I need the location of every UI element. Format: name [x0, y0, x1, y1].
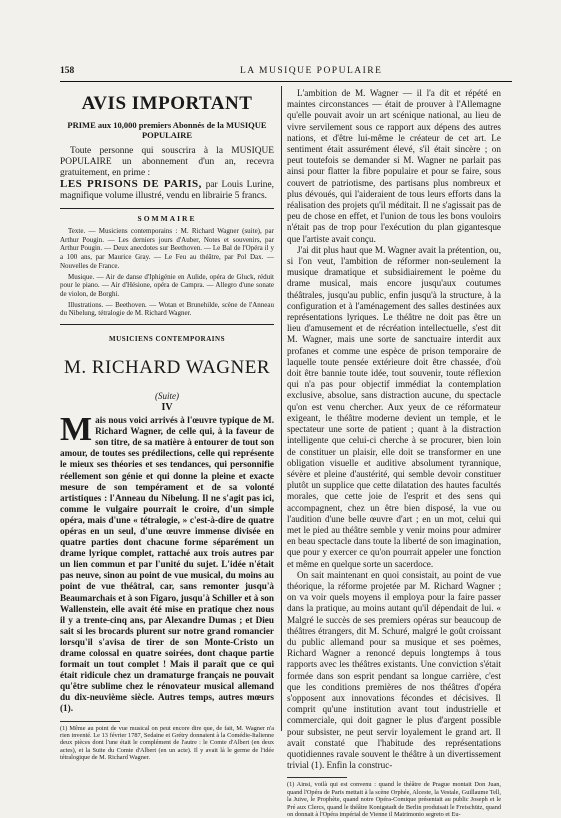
- footnote-rule: [287, 777, 347, 778]
- footnote-left: (1) Même au point de vue musical on peut encore dire que, de fait, M. Wagner n'a rien inventé. Le 13 février 1787, Sedaine et Grétry donnaient à la Comédie-Italienne deux pièces dont l'une était le complément de l'autre : le Comte d'Albert (en deux actes), et la Suite du Comte d'Albert (en un acte). Il y avait là le germe de l'idée tétralogique de M. Richard Wagner.: [60, 724, 274, 762]
- article-title: M. RICHARD WAGNER: [63, 357, 271, 379]
- column-divider: [281, 86, 282, 731]
- ad-text-1: Toute personne qui souscrira à la MUSIQUE POPULAIRE un abonnement d'un an, recevra gratuitement, en prime :: [60, 146, 274, 178]
- paragraph: L'ambition de M. Wagner — il l'a dit et répété en maintes circonstances — était de prouver à l'Allemagne qu'elle pouvait avoir un art scénique national, au lieu de vivre servilement sous ce rapport aux dépens des autres nations, et d'être lui-même le créateur de cet art. Le sentiment était assurément élevé, s'il était sincère ; on peut toutefois se demander si M. Wagner ne parlait pas ainsi pour flatter la fibre populaire et pour se faire, sous couvert de patriotisme, des partisans plus nombreux et plus dévoués, qui l'aideraient de tous leurs efforts dans la réalisation des projets qu'il méditait. Il ne s'agissait pas de peu de chose en effet, et l'union de tous les bons vouloirs n'était pas de trop pour l'exécution du plan gigantesque que l'artiste avait conçu.: [287, 88, 501, 244]
- sommaire-title: SOMMAIRE: [137, 214, 197, 223]
- page-number: 158: [60, 66, 75, 76]
- footnote-rule: [60, 721, 120, 722]
- sommaire-illustrations: Illustrations. — Beethoven. — Wotan et Brunehilde, scène de l'Anneau du Nibelung, tétralogie de M. Richard Wagner.: [60, 300, 274, 318]
- suite-label: (Suite): [155, 391, 179, 402]
- section-label: MUSICIENS CONTEMPORAINS: [109, 335, 225, 344]
- header-rule: [60, 81, 512, 82]
- ad-book-title: LES PRISONS DE PARIS,: [60, 178, 202, 190]
- chapter-number: IV: [161, 402, 173, 414]
- divider: [60, 324, 274, 325]
- paragraph: J'ai dit plus haut que M. Wagner avait la prétention, ou, si l'on veut, l'ambition de réformer non-seulement la musique dramatique et subsidiairement le poème du drame musical, mais encore jusqu'aux coutumes théâtrales, jusqu'au public, enfin jusqu'à la structure, à la configuration et à l'aménagement des salles destinées aux représentations lyriques. Le théâtre ne doit pas être un lieu d'amusement et de récréation intellectuelle, s'est dit M. Wagner, mais une sorte de sanctuaire interdit aux profanes et comme une espèce de prison temporaire de laquelle toute pensée extérieure doit être chassée, d'où doit être bannie toute idée, tout souvenir, toute réflexion qui n'a pas pour objectif immédiat la contemplation exclusive, absolue, sans distraction aucune, du spectacle qu'on est venu chercher. Aux yeux de ce réformateur exigeant, le théâtre moderne devient un temple, et le spectateur une sorte de patient ; quant à la distraction intelligente que celui-ci cherche à se procurer, bien loin de constituer un plaisir, elle doit se transformer en une obligation visuelle et auditive absolument tyrannique, sévère et pleine d'austérité, qui semble devoir constituer plutôt un supplice que cette dilatation des hautes facultés morales, que cette joie de l'esprit et des sens qui accompagnent, chez un être bien disposé, la vue ou l'audition d'une belle œuvre d'art ; en un mot, celui qui met le pied au théâtre semble y venir moins pour admirer en beau spectacle dans toute la liberté de son imagination, que pour y exercer ce qu'on pourrait appeler une fonction et même en quelque sorte un sacerdoce.: [287, 244, 501, 569]
- avis-title: AVIS IMPORTANT: [81, 93, 253, 114]
- footnote-right: (1) Ainsi, voilà qui est convenu : quand le théâtre de Prague montait Don Juan, quand l'Opéra de Paris mettait à la scène Orphée, Alceste, la Vestale, Guillaume Tell, la Juive, le Prophète, quand notre Opéra-Comique présentait au public Joseph et le Pré aux Clercs, quand le théâtre Konigstadt de Berlin produisait le Freischütz, quand on donnait à l'Opéra impérial de Vienne il Matrimonio segreto et Eu-: [287, 781, 501, 818]
- article-paragraph: ais nous voici arrivés à l'œuvre typique de M. Richard Wagner, de celle qui, à la faveur de son titre, de sa matière à entourer de tout son amour, de toutes ses prédilections, celle qui représente le mieux ses théories et ses tendances, qui personnifie réellement son génie et qui donne la pleine et exacte mesure de son tempérament et de sa volonté artistiques : l'Anneau du Nibelung. Il ne s'agit pas ici, comme le vulgaire pourrait le croire, d'un simple opéra, mais d'une « tétralogie, » c'est-à-dire de quatre opéras en un seul, d'une œuvre immense divisée en quatre parties dont chacune forme séparément un drame lyrique complet, rattaché aux trois autres par un lien commun et par l'unité du sujet. L'idée n'était pas neuve, sinon au point de vue musical, du moins au point de vue théâtral, car, sans remonter jusqu'à Beaumarchais et à son Figaro, jusqu'à Schiller et à son Wallenstein, elle avait été mise en pratique chez nous il y a trente-cinq ans, par Alexandre Dumas ; et Dieu sait si les brocards plurent sur notre grand romancier lorsqu'il s'avisa de tirer de son Monte-Cristo un drame colossal en quatre soirées, dont chaque partie formait un tout complet ! Mais il paraît que ce qui était ridicule chez un dramaturge français ne pouvait qu'être sublime chez le rénovateur musical allemand du dix-neuvième siècle. Autres temps, autres mœurs (1).: [60, 415, 274, 714]
- drop-cap: M: [60, 411, 93, 449]
- right-body: [287, 88, 501, 771]
- running-title: LA MUSIQUE POPULAIRE: [240, 66, 383, 76]
- running-header: [60, 66, 512, 78]
- ad-text-2: par Louis Lurine, magnifique volume illustré, vendu en librairie 5 francs.: [60, 180, 274, 201]
- paragraph: On sait maintenant en quoi consistait, au point de vue théorique, la réforme projetée par M. Richard Wagner ; on va voir quels moyens il employa pour la faire passer dans la pratique, au moins autant qu'il dépendait de lui. « Malgré le succès de ses premiers opéras sur beaucoup de théâtres étrangers, dit M. Schuré, malgré le goût croissant du public allemand pour sa musique et ses poèmes, Richard Wagner a renoncé depuis longtemps à tous rapports avec les théâtres existants. Une conviction s'était formée dans son esprit pendant sa longue carrière, c'est que les conditions premières de nos théâtres d'opéra s'opposent aux innovations fécondes et décisives. Il comprit qu'une institution avant tout industrielle et commerciale, qui doit gagner le plus d'argent possible pour subsister, ne peut servir loyalement le grand art. Il avait constaté que l'habitude des représentations quotidiennes ravale souvent le théâtre à un divertissement trivial (1). Enfin la construc-: [287, 569, 501, 771]
- subscription-ad: [60, 146, 274, 202]
- prime-line: PRIME aux 10,000 premiers Abonnés de la MUSIQUE POPULAIRE: [67, 120, 267, 140]
- sommaire-text: Texte. — Musiciens contemporains : M. Richard Wagner (suite), par Arthur Pougin. — Les derniers jours d'Auber, Notes et souvenirs, par Arthur Pougin. — Deux anecdotes sur Beethoven. — Le Bal de l'Opéra il y a 100 ans, par Maurice Gray. — Le Feu au théâtre, par Pol Dax. — Nouvelles de France.: [60, 227, 274, 270]
- sommaire-music: Musique. — Air de danse d'Iphigénie en Aulide, opéra de Gluck, réduit pour le piano. — Air d'Hésione, opéra de Campra. — Allegro d'une sonate de violon, de Borghi.: [60, 272, 274, 298]
- article-body: [60, 411, 274, 715]
- left-column: [60, 88, 274, 762]
- right-column: [287, 88, 501, 818]
- sommaire-list: [60, 227, 274, 318]
- divider: [60, 208, 274, 209]
